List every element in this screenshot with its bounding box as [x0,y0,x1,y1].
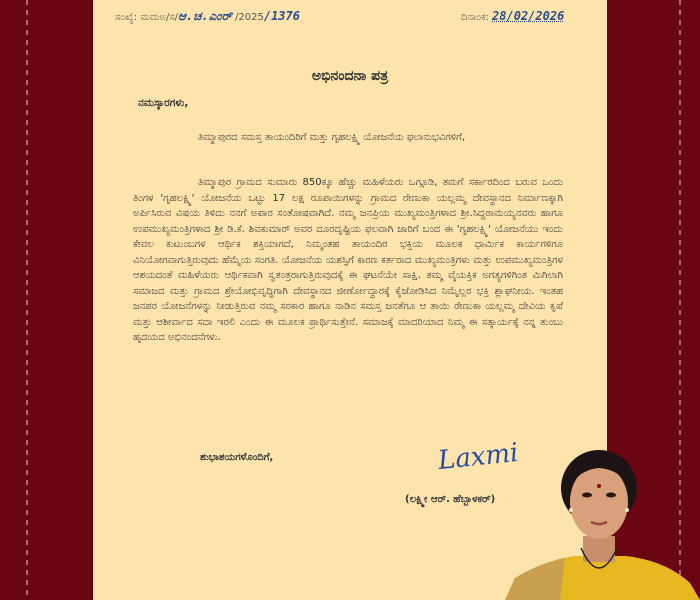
person-portrait-icon [505,448,700,600]
reference-label: ಸಂಖ್ಯೆ: ಮಮಅ/ಸ/ [115,12,179,23]
signatory-name: (ಲಕ್ಷ್ಮೀ ಆರ್. ಹೆಬ್ಬಾಳಕರ್) [405,494,496,505]
signature: Laxmi [436,437,520,477]
reference-number [115,9,300,24]
reference-year: /2025 [235,12,264,23]
date-value: 28/02/2026 [492,9,565,23]
reference-code: ಆ.ಚ.ಎಂರ್ [178,9,232,23]
letter-date [461,9,564,23]
body-paragraph: ತಿಮ್ಮಾಪುರ ಗ್ರಾಮದ ಸುಮಾರು 850ಕ್ಕೂ ಹೆಚ್ಚು ಮಹಿಳೆಯರು ಒಗ್ಗೂಡಿ, ತಮಗೆ ಸರ್ಕಾರದಿಂದ ಬರುವ ಒಂದು ತಿಂಗಳ 'ಗೃಹಲಕ್ಷ್ಮಿ' ಯೋಜನೆಯ ಒಟ್ಟು 17 ಲಕ್ಷ ರೂಪಾಯಿಗಳನ್ನು ಗ್ರಾಮದ ರೇಣುಕಾ ಯಲ್ಲಮ್ಮ ದೇವಸ್ಥಾನದ ನಿರ್ಮಾಣಕ್ಕಾಗಿ ಅರ್ಪಿಸಿರುವ ವಿಷಯ ತಿಳಿದು ನನಗೆ ಅಪಾರ ಸಂತೋಷವಾಗಿದೆ. ನಮ್ಮ ಜನಪ್ರಿಯ ಮುಖ್ಯಮಂತ್ರಿಗಳಾದ ಶ್ರೀ.ಸಿದ್ದರಾಮಯ್ಯನವರು ಹಾಗೂ ಉಪಮುಖ್ಯಮಂತ್ರಿಗಳಾದ ಶ್ರೀ ಡಿ.ಕೆ. ಶಿವಕುಮಾರ್ ಅವರ ದೂರದೃಷ್ಟಿಯ ಫಲವಾಗಿ ಜಾರಿಗೆ ಬಂದ ಈ 'ಗೃಹಲಕ್ಷ್ಮಿ' ಯೋಜನೆಯು ಇಂದು ಕೇವಲ ಕುಟುಂಬಗಳ ಆರ್ಥಿಕ ಶಕ್ತಿಯಾಗದೆ, ನಿಮ್ಮಂತಹ ತಾಯಂದಿರ ಭಕ್ತಿಯ ಮೂಲಕ ಧಾರ್ಮಿಕ ಕಾರ್ಯಗಳಿಗೂ ವಿನಿಯೋಗವಾಗುತ್ತಿರುವುದು ಹೆಮ್ಮೆಯ ಸಂಗತಿ. ಯೋಜನೆಯ ಯಶಸ್ಸಿಗೆ ಕಾರಣ ಕರ್ತರಾದ ಮುಖ್ಯಮಂತ್ರಿಗಳು ಮತ್ತು ಉಪಮುಖ್ಯಮಂತ್ರಿಗಳ ಆಶಯದಂತೆ ಮಹಿಳೆಯರು ಆರ್ಥಿಕವಾಗಿ ಸ್ವತಂತ್ರರಾಗುತ್ತಿರುವುದಕ್ಕೆ ಈ ಘಟನೆಯೇ ಸಾಕ್ಷಿ. ತಮ್ಮ ವೈಯಕ್ತಿಕ ಅಗತ್ಯಗಳಿಗಿಂತ ಮಿಗಿಲಾಗಿ ಸಮಾಜದ ಮತ್ತು ಗ್ರಾಮದ ಶ್ರೇಯೋಭಿವೃದ್ಧಿಗಾಗಿ ದೇವಸ್ಥಾನದ ಜೀರ್ಣೋದ್ಧಾರಕ್ಕೆ ಕೈಜೋಡಿಸಿದ ನಿಮ್ಮೆಲ್ಲರ ಭಕ್ತಿ ಶ್ಲಾಘನೀಯ. ಇಂತಹ ಜನಪರ ಯೋಜನೆಗಳನ್ನು ನೀಡುತ್ತಿರುವ ನಮ್ಮ ಸರಕಾರ ಹಾಗೂ ನಾಡಿನ ಸಮಸ್ತ ಜನತೆಗೂ ಆ ತಾಯಿ ರೇಣುಕಾ ಯಲ್ಲಮ್ಮ ದೇವಿಯ ಕೃಪೆ ಮತ್ತು ಆಶೀರ್ವಾದ ಸದಾ ಇರಲಿ ಎಂದು ಈ ಮೂಲಕ ಪ್ರಾರ್ಥಿಸುತ್ತೇನೆ. ಸಮಾಜಕ್ಕೆ ಮಾದರಿಯಾದ ನಿಮ್ಮ ಈ ಸತ್ಕಾರ್ಯಕ್ಕೆ ನನ್ನ ತುಂಬು ಹೃದಯದ ಅಭಿನಂದನೆಗಳು. [133,177,563,343]
portrait-photo [505,448,700,600]
reference-serial: /1376 [263,9,300,23]
letter-title: ಅಭಿನಂದನಾ ಪತ್ರ [311,68,389,84]
closing-line: ಶುಭಾಶಯಗಳೊಂದಿಗೆ, [200,452,274,463]
left-stitch-border [26,0,28,600]
greeting: ನಮಸ್ಕಾರಗಳು, [138,97,189,109]
salutation-paragraph: ತಿಮ್ಮಾಪುರದ ಸಮಸ್ತ ತಾಯಂದಿರಿಗೆ ಮತ್ತು ಗೃಹಲಕ್ಷ್ಮಿ ಯೋಜನೆಯ ಫಲಾನುಭವಿಗಳಿಗೆ, [198,132,466,143]
date-label: ದಿನಾಂಕ: [461,12,489,23]
